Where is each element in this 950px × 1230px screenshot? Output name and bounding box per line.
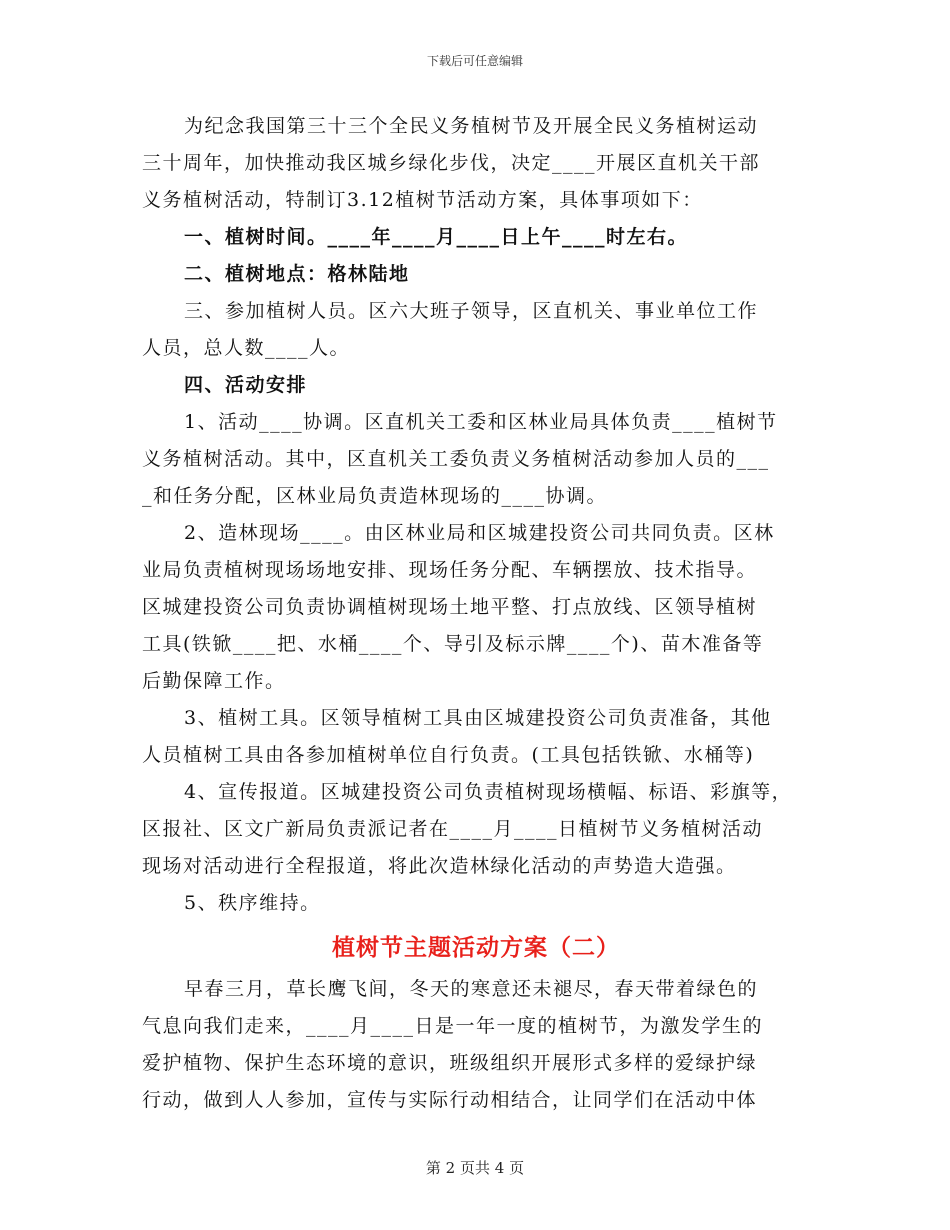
page-header: 下载后可任意编辑 <box>426 54 523 68</box>
text-line: 义务植树活动。其中，区直机关工委负责义务植树活动参加人员的___ <box>142 448 770 470</box>
intro-paragraph <box>142 108 810 219</box>
page-footer: 第 2 页共 4 页 <box>425 1159 525 1177</box>
section2-paragraph <box>142 971 810 1119</box>
text-line: 爱护植物、保护生态环境的意识，班级组织开展形式多样的爱绿护绿 <box>142 1052 758 1074</box>
text-line: 区城建投资公司负责协调植树现场土地平整、打点放线、区领导植树 <box>142 596 758 618</box>
text-line: 行动，做到人人参加，宣传与实际行动相结合，让同学们在活动中体 <box>142 1089 758 1111</box>
text-line: 后勤保障工作。 <box>142 670 286 692</box>
text-line: 人员植树工具由各参加植树单位自行负责。(工具包括铁锨、水桶等) <box>142 744 755 766</box>
text-line: 三、参加植树人员。区六大班子领导，区直机关、事业单位工作 <box>184 300 759 322</box>
arrangement-item-1 <box>142 404 810 515</box>
heading-plant-location: 二、植树地点：格林陆地 <box>184 263 410 285</box>
text-line: 2、造林现场____。由区林业局和区城建投资公司共同负责。区林 <box>184 522 775 544</box>
text-line: 气息向我们走来，____月____日是一年一度的植树节，为激发学生的 <box>142 1015 764 1037</box>
text-line: 工具(铁锨____把、水桶____个、导引及标示牌____个)、苗木准备等 <box>142 633 764 655</box>
text-line: 人员，总人数____人。 <box>142 337 351 359</box>
text-line: 义务植树活动，特制订3.12植树节活动方案，具体事项如下： <box>142 189 703 211</box>
text-line: 区报社、区文广新局负责派记者在____月____日植树节义务植树活动 <box>142 818 764 840</box>
text-line: 早春三月，草长鹰飞间，冬天的寒意还未褪尽，春天带着绿色的 <box>184 978 759 1000</box>
arrangement-item-4 <box>142 774 810 885</box>
arrangement-item-2 <box>142 515 810 700</box>
text-line: 1、活动____协调。区直机关工委和区林业局具体负责____植树节 <box>184 411 778 433</box>
arrangement-item-5: 5、秩序维持。 <box>184 892 321 914</box>
participants-paragraph <box>142 293 810 367</box>
text-line: 4、宣传报道。区城建投资公司负责植树现场横幅、标语、彩旗等， <box>184 781 793 803</box>
section-title: 植树节主题活动方案（二） <box>332 934 620 961</box>
text-line: _和任务分配，区林业局负责造林现场的____协调。 <box>142 485 608 507</box>
document-body <box>142 108 810 1119</box>
text-line: 为纪念我国第三十三个全民义务植树节及开展全民义务植树运动 <box>184 115 759 137</box>
text-line: 3、植树工具。区领导植树工具由区城建投资公司负责准备，其他 <box>184 707 772 729</box>
text-line: 三十周年，加快推动我区城乡绿化步伐，决定____开展区直机关干部 <box>142 152 761 174</box>
heading-plant-time: 一、植树时间。____年____月____日上午____时左右。 <box>184 226 689 248</box>
heading-activity-arrangement: 四、活动安排 <box>184 374 308 396</box>
text-line: 业局负责植树现场场地安排、现场任务分配、车辆摆放、技术指导。 <box>142 559 758 581</box>
text-line: 现场对活动进行全程报道，将此次造林绿化活动的声势造大造强。 <box>142 855 737 877</box>
arrangement-item-3 <box>142 700 810 774</box>
